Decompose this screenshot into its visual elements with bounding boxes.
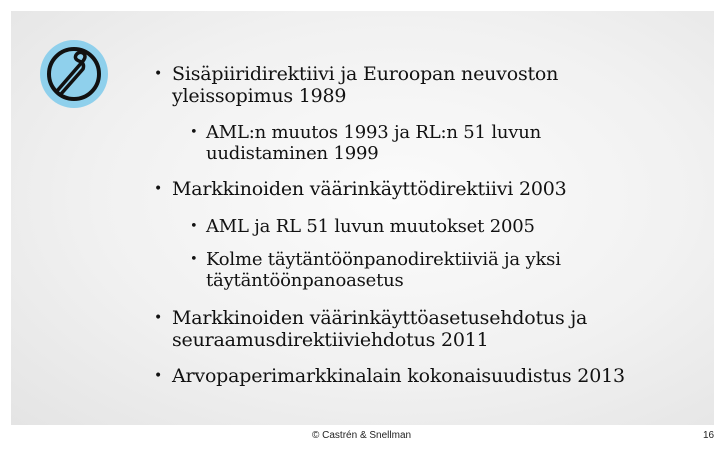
bullet-dot: • [190,125,198,140]
bullet-text: Sisäpiiridirektiivi ja Euroopan neuvoston yleissopimus 1989 [172,63,559,107]
bullet-dot: • [190,252,198,267]
bullet-item [190,122,606,164]
bullet-item [154,307,632,351]
bullet-text: AML ja RL 51 luvun muutokset 2005 [206,216,535,237]
bullet-text: AML:n muutos 1993 ja RL:n 51 luvun uudistaminen 1999 [206,122,542,164]
bullet-text: Markkinoiden väärinkäyttöasetusehdotus ja seuraamusdirektiiviehdotus 2011 [172,307,588,351]
bullet-item [190,249,616,291]
page-number: 16 [703,430,715,441]
bullet-dot: • [154,181,163,197]
bullet-dot: • [154,66,163,82]
bullet-text: Arvopaperimarkkinalain kokonaisuudistus 2013 [172,365,625,387]
bullet-item [154,178,652,200]
bullet-text: Markkinoiden väärinkäyttödirektiivi 2003 [172,178,567,200]
bullet-dot: • [154,368,163,384]
bullet-item [154,63,612,107]
bullet-item [154,365,692,387]
footer-copyright: © Castrén & Snellman [312,430,412,441]
bullet-text: Kolme täytäntöönpanodirektiiviä ja yksi täytäntöönpanoasetus [206,249,561,291]
slide [11,11,714,425]
bullet-dot: • [190,219,198,234]
bullet-list [11,11,714,425]
bullet-dot: • [154,310,163,326]
bullet-item [190,216,646,237]
